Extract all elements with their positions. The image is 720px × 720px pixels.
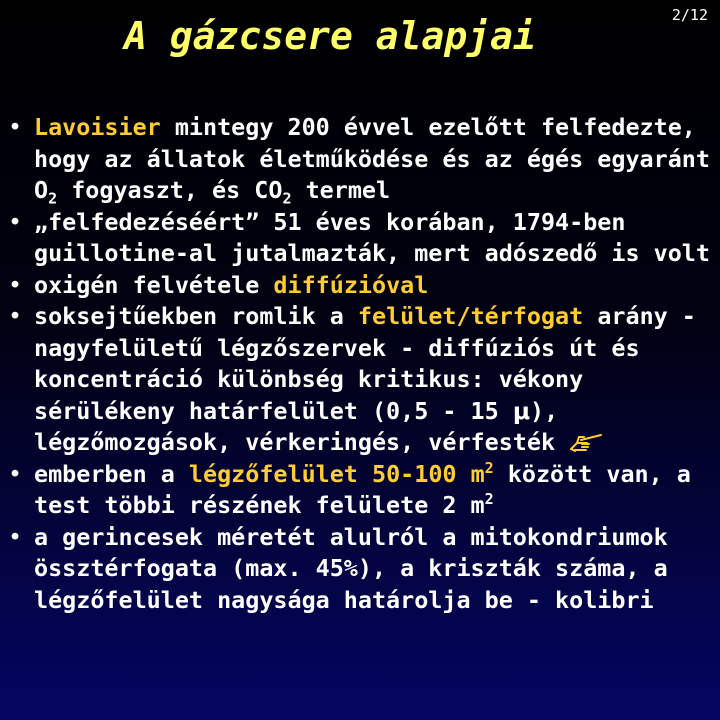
- bullet-item-diffusion: [6, 270, 720, 302]
- bullet-text: mintegy 200 évvel ezelőtt felfedezte, hogy az állatok életműködése és az égés egyaránt O: [34, 113, 710, 204]
- bullet-list: [6, 112, 720, 616]
- bullet-item-surface-volume: [6, 301, 720, 459]
- bullet-text: fogyaszt, és CO: [57, 176, 283, 204]
- subscript: 2: [48, 189, 58, 208]
- highlight-lavoisier: Lavoisier: [34, 113, 161, 141]
- highlight-area-range: 50-100 m: [372, 459, 485, 488]
- bullet-item-vertebrate-size: [6, 522, 720, 617]
- page-number: 2/12: [671, 6, 708, 24]
- bullet-text: oxigén felvétele: [34, 270, 274, 299]
- bullet-item-human-surface: [6, 459, 720, 522]
- subscript: 2: [282, 189, 292, 208]
- bullet-item-guillotine: [6, 207, 720, 270]
- superscript: 2: [484, 458, 494, 477]
- bullet-text: soksejtűekben romlik a: [34, 302, 358, 330]
- bullet-text: „felfedezéséért” 51 éves korában, 1794-ben guillotine-al jutalmazták, mert adószedő is volt: [34, 207, 710, 267]
- bullet-text: a gerincesek méretét alulról a mitokondriumok össztérfogata (max. 45%), a kriszták száma, a légzőfelület nagysága határolja be - kolibri: [34, 522, 668, 614]
- bullet-item-lavoisier: [6, 112, 720, 207]
- pointing-hand-icon[interactable]: [569, 430, 603, 452]
- superscript: 2: [484, 490, 494, 509]
- highlight-diffusion: diffúzióval: [273, 270, 429, 299]
- bullet-text: emberben a: [34, 459, 189, 488]
- bullet-text: termel: [291, 176, 391, 204]
- slide-title: A gázcsere alapjai: [124, 14, 536, 58]
- highlight-respiratory-surface: légzőfelület: [188, 459, 358, 488]
- highlight-surface-volume: felület/térfogat: [357, 302, 584, 330]
- bullet-text: között van, a test többi részének felülete 2 m: [34, 459, 691, 519]
- bullet-text: [358, 460, 372, 488]
- bullet-text: arány - nagyfelületű légzőszervek - diffúziós út és koncentráció különbség kritikus: vékony sérülékeny határfelület (0,5 - 15: [34, 302, 696, 425]
- bullet-text: ), légzőmozgások, vérkeringés, vérfesték: [34, 396, 570, 456]
- micro-symbol: μ: [512, 396, 531, 425]
